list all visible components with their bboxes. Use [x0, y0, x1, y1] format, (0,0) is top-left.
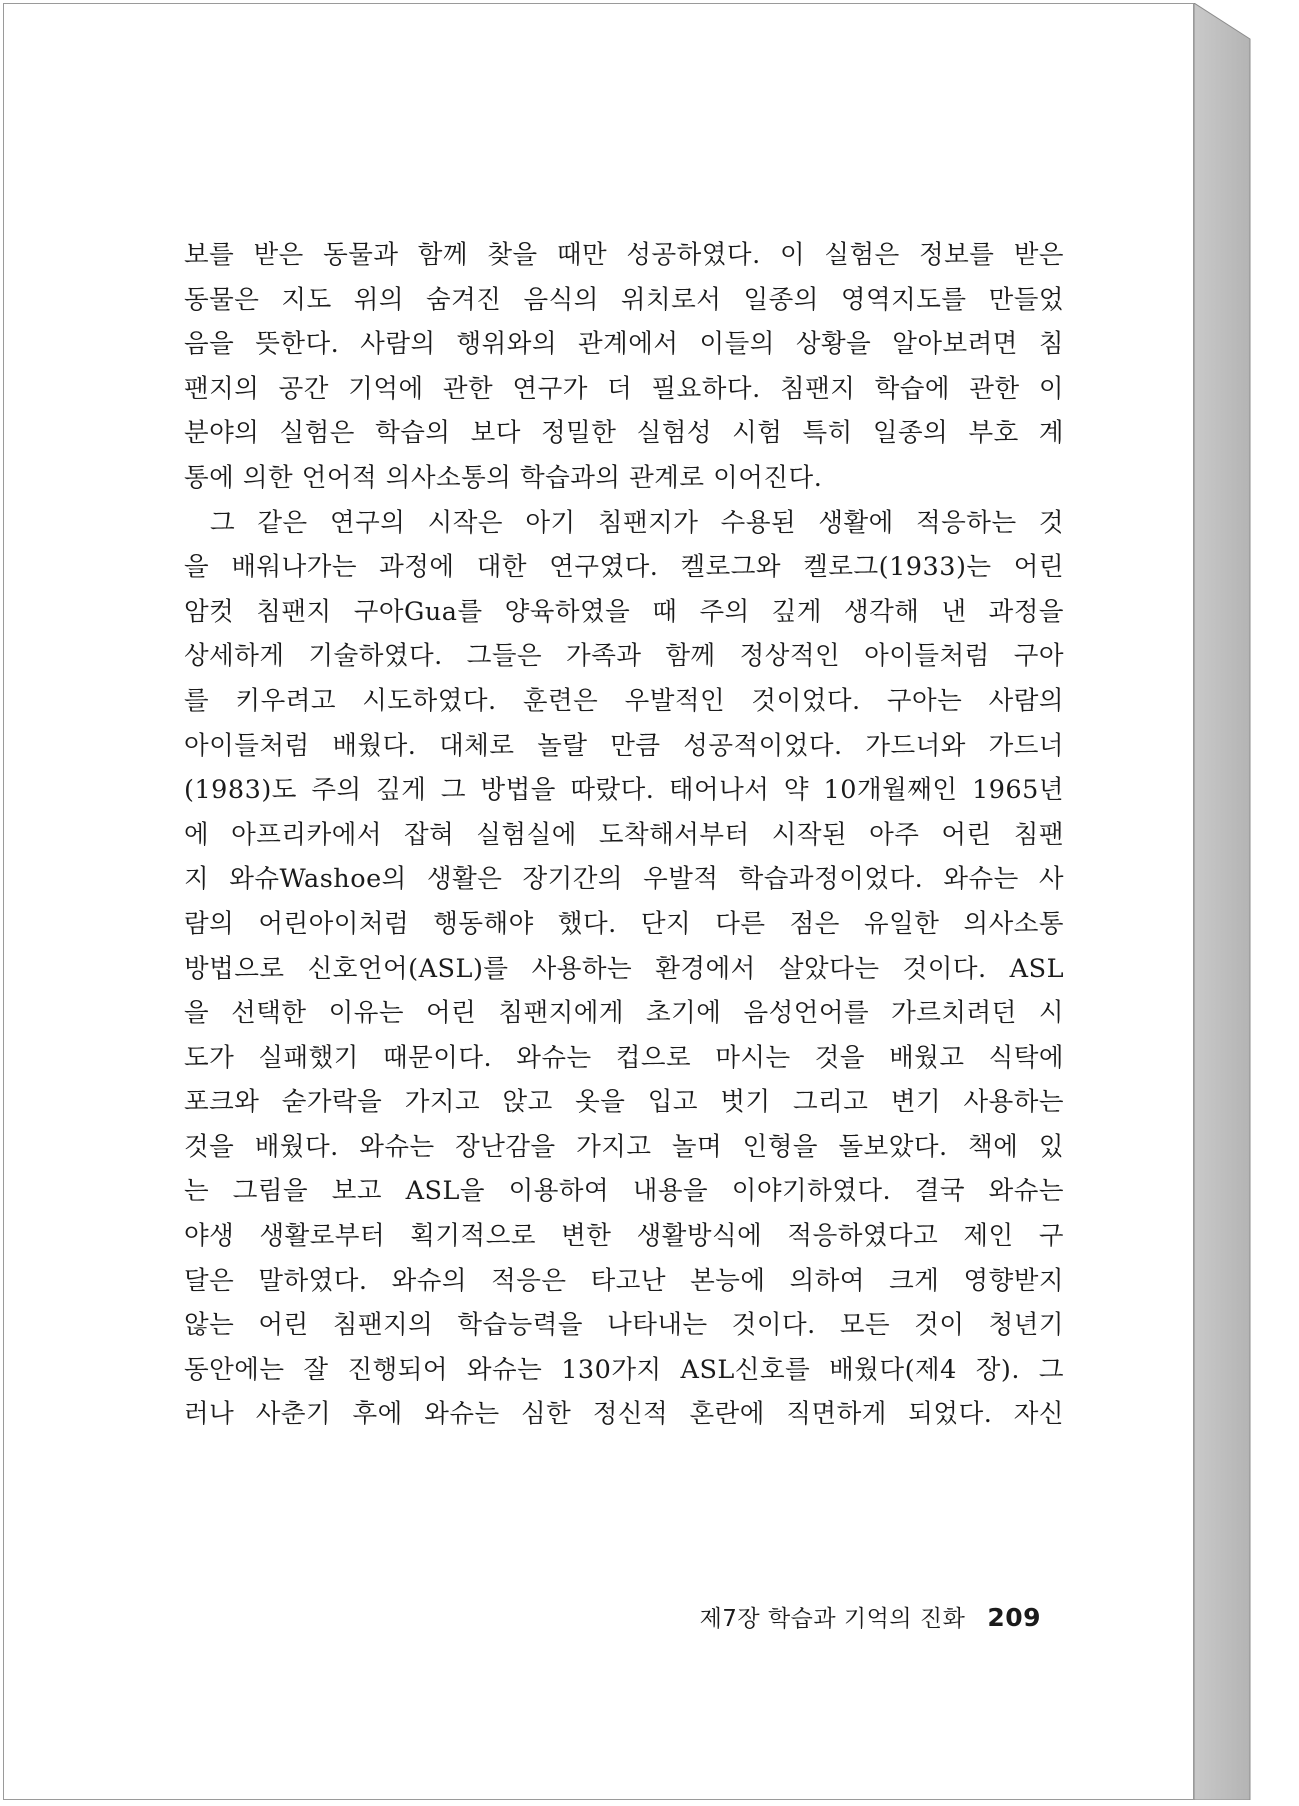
text-line: 을 선택한 이유는 어린 침팬지에게 초기에 음성언어를 가르치려던 시 — [184, 998, 1064, 1029]
text-line: 포크와 숟가락을 가지고 앉고 옷을 입고 벗기 그리고 변기 사용하는 — [184, 1087, 1064, 1118]
text-line: 를 키우려고 시도하였다. 훈련은 우발적인 것이었다. 구아는 사람의 — [184, 685, 1064, 716]
text-line: (1983)도 주의 깊게 그 방법을 따랐다. 태어나서 약 10개월째인 1965년 — [184, 775, 1064, 806]
page-stack-edge — [1194, 3, 1252, 1800]
text-line: 지 와슈Washoe의 생활은 장기간의 우발적 학습과정이었다. 와슈는 사 — [184, 864, 1064, 895]
body-text — [184, 233, 1064, 1437]
text-line: 아이들처럼 배웠다. 대체로 놀랄 만큼 성공적이었다. 가드너와 가드너 — [184, 730, 1064, 761]
text-line: 분야의 실험은 학습의 보다 정밀한 실험성 시험 특히 일종의 부호 계 — [184, 418, 1064, 449]
text-line: 동물은 지도 위의 숨겨진 음식의 위치로서 일종의 영역지도를 만들었 — [184, 284, 1064, 315]
text-line: 도가 실패했기 때문이다. 와슈는 컵으로 마시는 것을 배웠고 식탁에 — [184, 1042, 1064, 1073]
text-line: 상세하게 기술하였다. 그들은 가족과 함께 정상적인 아이들처럼 구아 — [184, 641, 1064, 672]
text-line: 을 배워나가는 과정에 대한 연구였다. 켈로그와 켈로그(1933)는 어린 — [184, 552, 1064, 583]
page-footer — [700, 1600, 1041, 1633]
text-line: 달은 말하였다. 와슈의 적응은 타고난 본능에 의하여 크게 영향받지 — [184, 1265, 1064, 1296]
text-line: 러나 사춘기 후에 와슈는 심한 정신적 혼란에 직면하게 되었다. 자신 — [184, 1399, 1064, 1430]
text-line: 보를 받은 동물과 함께 찾을 때만 성공하였다. 이 실험은 정보를 받은 — [184, 240, 1064, 270]
text-line: 팬지의 공간 기억에 관한 연구가 더 필요하다. 침팬지 학습에 관한 이 — [184, 373, 1064, 404]
text-line: 통에 의한 언어적 의사소통의 학습과의 관계로 이어진다. — [184, 462, 823, 493]
text-line: 람의 어린아이처럼 행동해야 했다. 단지 다른 점은 유일한 의사소통 — [184, 908, 1064, 939]
text-line: 야생 생활로부터 획기적으로 변한 생활방식에 적응하였다고 제인 구 — [184, 1221, 1064, 1252]
running-chapter-title: 제7장 학습과 기억의 진화 — [699, 1606, 966, 1632]
text-line: 암컷 침팬지 구아Gua를 양육하였을 때 주의 깊게 생각해 낸 과정을 — [184, 596, 1064, 627]
text-line: 것을 배웠다. 와슈는 장난감을 가지고 놀며 인형을 돌보았다. 책에 있 — [184, 1131, 1064, 1162]
text-line: 는 그림을 보고 ASL을 이용하여 내용을 이야기하였다. 결국 와슈는 — [184, 1176, 1064, 1207]
text-line: 에 아프리카에서 잡혀 실험실에 도착해서부터 시작된 아주 어린 침팬 — [184, 819, 1064, 850]
text-line: 그 같은 연구의 시작은 아기 침팬지가 수용된 생활에 적응하는 것 — [210, 507, 1064, 538]
text-line: 동안에는 잘 진행되어 와슈는 130가지 ASL신호를 배웠다(제4 장). 그 — [184, 1354, 1064, 1385]
page-number: 209 — [987, 1603, 1041, 1632]
text-line: 방법으로 신호언어(ASL)를 사용하는 환경에서 살았다는 것이다. ASL — [184, 953, 1064, 984]
text-line: 않는 어린 침팬지의 학습능력을 나타내는 것이다. 모든 것이 청년기 — [184, 1310, 1064, 1341]
text-line: 음을 뜻한다. 사람의 행위와의 관계에서 이들의 상황을 알아보려면 침 — [184, 329, 1064, 360]
